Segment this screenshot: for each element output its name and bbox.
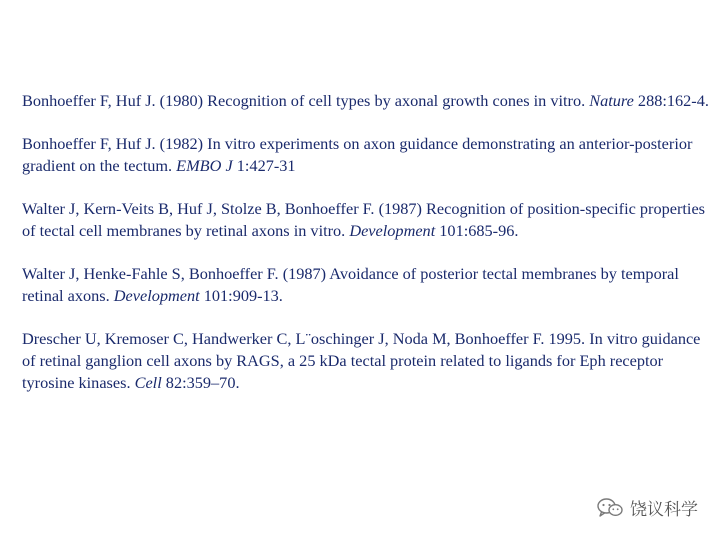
watermark [596,495,698,520]
reference-item: Drescher U, Kremoser C, Handwerker C, L¨oschinger J, Noda M, Bonhoeffer F. 1995. In vitro guidance of retinal ganglion cell axons by RAGS, a 25 kDa tectal protein related to ligands for Eph receptor tyrosine kinases. Cell 82:359–70. [22,329,701,392]
journal-name: Development [113,286,200,305]
wechat-icon [596,497,624,519]
reference-item: Walter J, Henke-Fahle S, Bonhoeffer F. (1987) Avoidance of posterior tectal membranes by temporal retinal axons. Development 101:909-13. [22,264,679,305]
journal-name: EMBO J [176,156,233,175]
journal-name: Cell [134,373,162,392]
reference-item: Bonhoeffer F, Huf J. (1980) Recognition of cell types by axonal growth cones in vitro. Nature 288:162-4. [22,91,709,110]
reference-item: Bonhoeffer F, Huf J. (1982) In vitro experiments on axon guidance demonstrating an anterior-posterior gradient on the tectum. EMBO J 1:427-31 [22,134,693,175]
watermark-text: 饶议科学 [630,500,698,520]
journal-name: Nature [589,91,634,110]
reference-item: Walter J, Kern-Veits B, Huf J, Stolze B, Bonhoeffer F. (1987) Recognition of position-specific properties of tectal cell membranes by retinal axons in vitro. Development 101:685-96. [22,199,706,240]
journal-name: Development [349,221,436,240]
reference-list [22,90,712,415]
